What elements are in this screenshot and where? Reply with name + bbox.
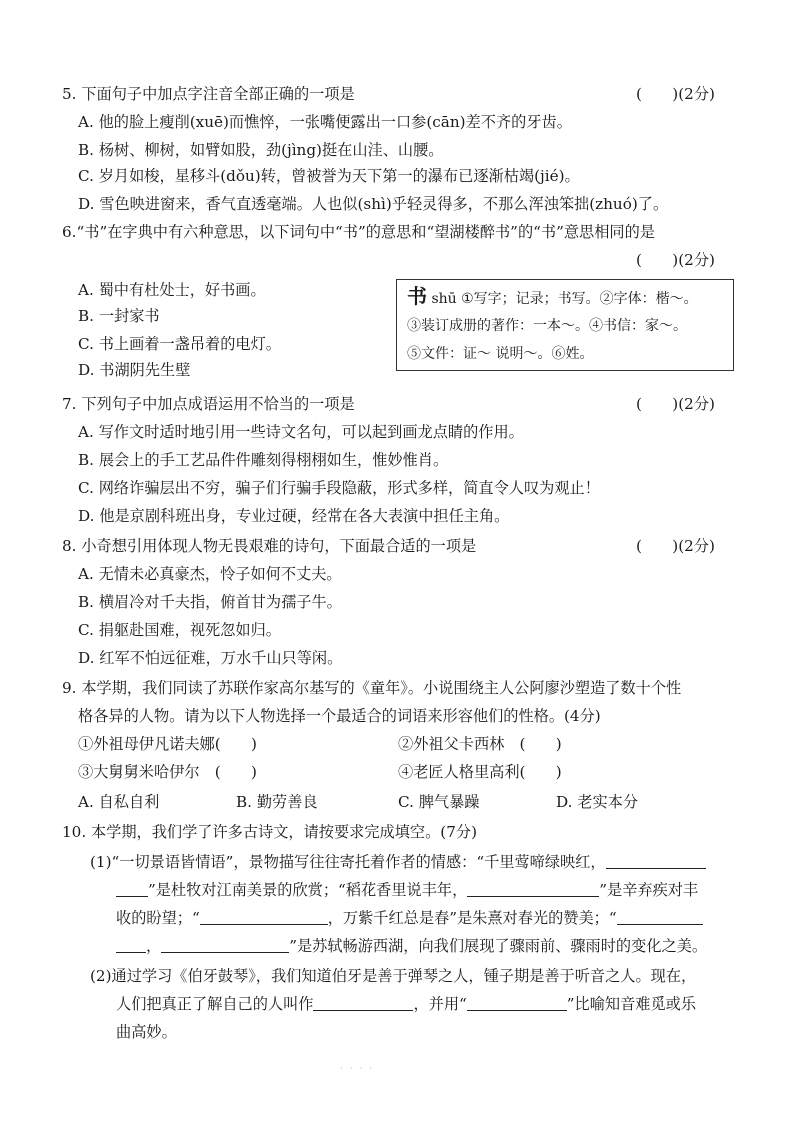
q6-option-a[interactable]: A. 蜀中有杜处士，好书画。 [78,281,266,299]
q10-part1-text-5: ，万紫千红总是春”是朱熹对春光的赞美；“ [327,909,617,927]
dictionary-line-1 [407,286,698,309]
q10-part1-text-1: (1)“一切景语皆情语”，景物描写往往寄托着作者的情感：“千里莺啼绿映红， [90,853,606,871]
q10-part2-text-1: 人们把真正了解自己的人叫作 [116,995,314,1013]
q7-score: ( )(2分) [636,395,715,413]
q10-blank-4-cont[interactable] [116,937,146,953]
q10-blank-2[interactable] [467,881,599,897]
q9-person-1[interactable]: ①外祖母伊凡诺夫娜( ) [78,735,257,753]
dictionary-headword: 书 [407,284,427,308]
q6-option-d[interactable]: D. 书湖阴先生壁 [78,361,191,379]
q10-blank-1-cont[interactable] [116,881,148,897]
q7-option-a[interactable]: A. 写作文时适时地引用一些诗文名句，可以起到画龙点睛的作用。 [78,423,524,441]
q9-stem-line-1: 9. 本学期，我们同读了苏联作家高尔基写的《童年》。小说围绕主人公阿廖沙塑造了数十个性 [62,679,682,697]
q9-choice-a: A. 自私自利 [78,793,160,811]
q10-part1-line-1 [90,852,706,872]
q9-choice-c: C. 脾气暴躁 [398,793,480,811]
q10-blank-1[interactable] [606,853,706,869]
q9-stem-line-2: 格各异的人物。请为以下人物选择一个最适合的词语来形容他们的性格。(4分) [78,707,601,725]
q10-part1-text-2: ”是杜牧对江南美景的欣赏；“稻花香里说丰年， [148,881,468,899]
q10-part2-line-2 [116,994,696,1014]
q8-option-b[interactable]: B. 横眉冷对千夫指，俯首甘为孺子牛。 [78,593,342,611]
q10-part2-text-3: ”比喻知音难觅或乐 [566,995,697,1013]
q10-part1-text-4: 收的盼望；“ [116,909,200,927]
q10-blank-4[interactable] [617,909,703,925]
q7-option-b[interactable]: B. 展会上的手工艺品件件雕刻得栩栩如生，惟妙惟肖。 [78,451,449,469]
q10-part1-line-2 [116,880,698,900]
q10-blank-6[interactable] [313,995,413,1011]
q8-option-a[interactable]: A. 无情未必真豪杰，怜子如何不丈夫。 [78,565,342,583]
q5-option-a[interactable]: A. 他的脸上瘦削(xuē)而憔悴，一张嘴便露出一口参(cān)差不齐的牙齿。 [78,113,572,131]
q10-blank-5[interactable] [161,937,289,953]
q6-score: ( )(2分) [636,251,715,269]
q9-person-2[interactable]: ②外祖父卡西林 ( ) [398,735,562,753]
q10-part2-line-1: (2)通过学习《伯牙鼓琴》，我们知道伯牙是善于弹琴之人，锺子期是善于听音之人。现在， [90,967,697,985]
q8-option-d[interactable]: D. 红军不怕远征难，万水千山只等闲。 [78,649,343,667]
q10-blank-7[interactable] [467,995,567,1011]
dictionary-box [396,279,734,371]
q10-part2-text-2: ，并用“ [413,995,467,1013]
q9-person-4[interactable]: ④老匠人格里高利( ) [398,763,562,781]
footer-mark: · · · · [340,1064,375,1074]
q6-option-c[interactable]: C. 书上画着一盏吊着的电灯。 [78,335,281,353]
q9-choice-d: D. 老实本分 [556,793,639,811]
q10-part1-line-4 [116,936,707,956]
dictionary-line-3: ⑤文件：证～ 说明～。⑥姓。 [407,346,594,362]
q9-choice-b: B. 勤劳善良 [236,793,318,811]
q7-stem: 7. 下列句子中加点成语运用不恰当的一项是 [62,395,355,413]
q5-stem: 5. 下面句子中加点字注音全部正确的一项是 [62,85,355,103]
q8-stem: 8. 小奇想引用体现人物无畏艰难的诗句，下面最合适的一项是 [62,537,477,555]
q6-option-b[interactable]: B. 一封家书 [78,307,160,325]
q10-stem: 10. 本学期，我们学了许多古诗文，请按要求完成填空。(7分) [62,823,477,841]
q5-score: ( )(2分) [636,85,715,103]
q7-option-c[interactable]: C. 网络诈骗层出不穷，骗子们行骗手段隐蔽，形式多样，简直令人叹为观止！ [78,479,600,497]
q10-part1-line-3 [116,908,703,928]
q9-person-3[interactable]: ③大舅舅米哈伊尔 ( ) [78,763,257,781]
q5-option-b[interactable]: B. 杨树、柳树，如臂如股，劲(jìng)挺在山洼、山腰。 [78,141,444,159]
q5-option-d[interactable]: D. 雪色映进窗来，香气直透毫端。人也似(shì)乎轻灵得多，不那么浑浊笨拙(zhuó)了。 [78,195,669,213]
q5-option-c[interactable]: C. 岁月如梭，星移斗(dǒu)转，曾被誉为天下第一的瀑布已逐渐枯竭(jié)。 [78,167,580,185]
dictionary-line-2: ③装订成册的著作：一本～。④书信：家～。 [407,318,687,334]
q10-part1-text-7: ”是苏轼畅游西湖，向我们展现了骤雨前、骤雨时的变化之美。 [289,937,708,955]
q8-score: ( )(2分) [636,537,715,555]
q7-option-d[interactable]: D. 他是京剧科班出身，专业过硬，经常在各大表演中担任主角。 [78,507,510,525]
q10-blank-3[interactable] [200,909,328,925]
q10-part1-text-6: ， [146,937,162,955]
dictionary-meaning-1: shū ①写字；记录；书写。②字体：楷～。 [431,291,698,307]
q10-part2-line-3: 曲高妙。 [116,1023,177,1041]
q6-stem: 6.“书”在字典中有六种意思，以下词句中“书”的意思和“望湖楼醉书”的“书”意思相同的是 [62,223,655,241]
q8-option-c[interactable]: C. 捐躯赴国难，视死忽如归。 [78,621,281,639]
q10-part1-text-3: ”是辛弃疾对丰 [599,881,699,899]
